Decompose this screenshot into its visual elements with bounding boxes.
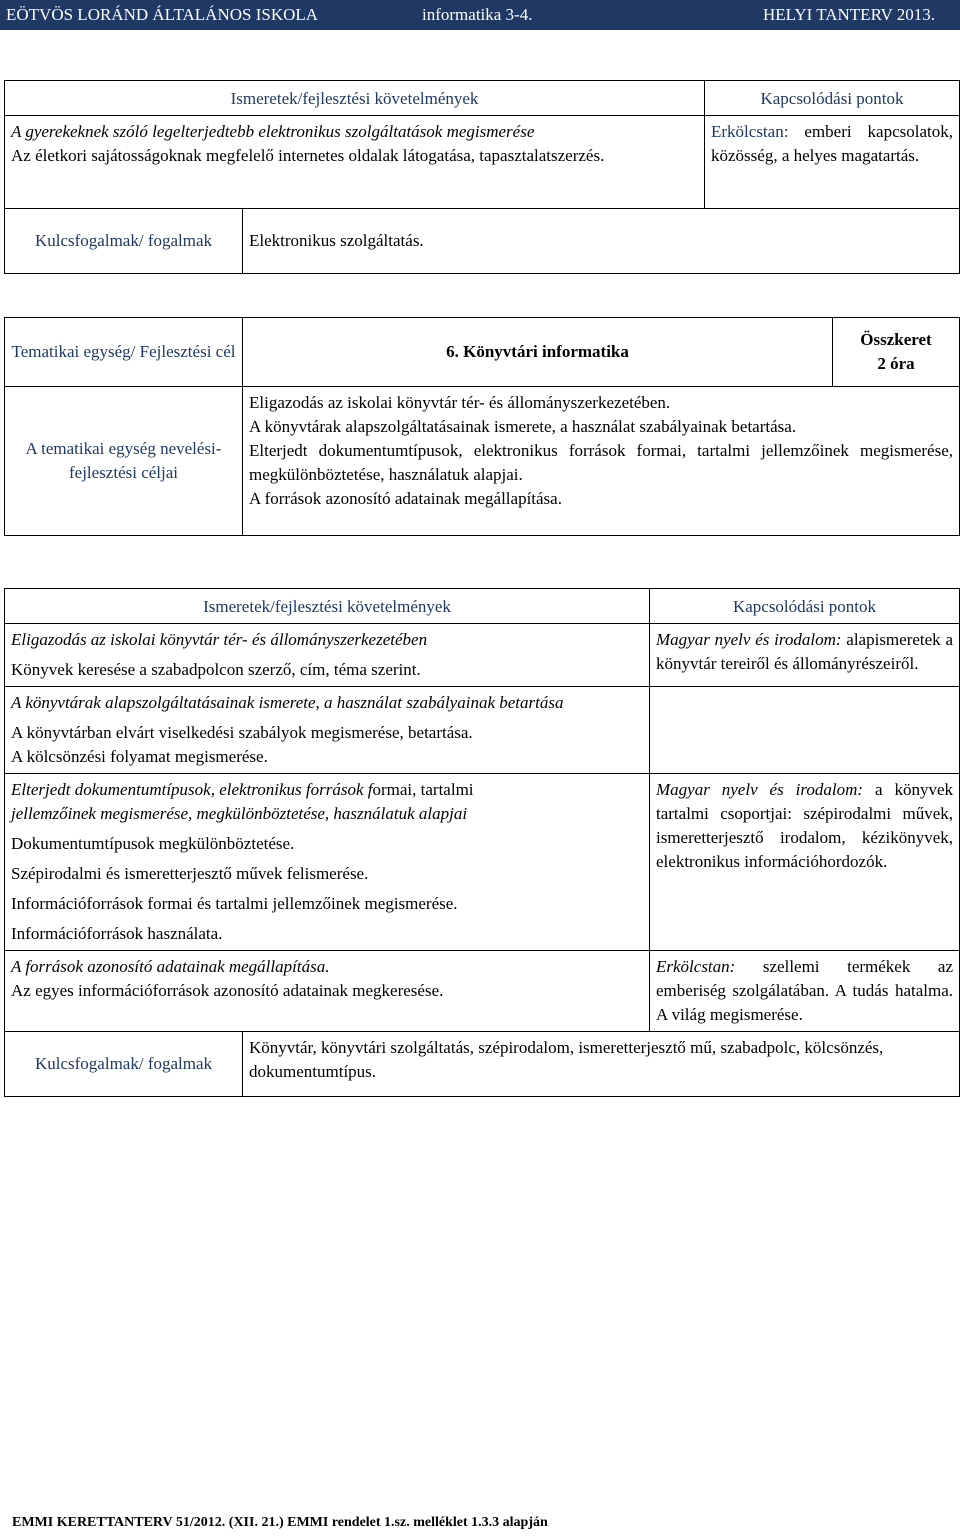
key-value-2: Könyvtár, könyvtári szolgáltatás, szépirodalom, ismeretterjesztő mű, szabadpolc, kölcsönzés, dokumentumtípus. — [243, 1032, 960, 1097]
req-line-1: A gyerekeknek szóló legelterjedtebb elektronikus szolgáltatások megismerése — [11, 122, 535, 141]
conn-text: emberi kapcsolatok, közösség, a helyes magatartás. — [711, 122, 953, 165]
section-3-title-rest: ormai, tartalmi — [372, 780, 474, 799]
req-header-2: Ismeretek/fejlesztési követelmények — [5, 589, 650, 624]
section-3-title-line2: jellemzőinek megismerése, megkülönböztetése, használatuk alapjai — [11, 804, 468, 823]
section-4-title: A források azonosító adatainak megállapítása. — [11, 957, 330, 976]
section-4-conn-subject: Erkölcstan: — [656, 957, 736, 976]
section-2-conn — [650, 687, 960, 774]
requirements-table-2 — [4, 588, 960, 1097]
unit-title: 6. Könyvtári informatika — [243, 318, 833, 387]
section-1-conn-subject: Magyar nyelv és irodalom: — [656, 630, 842, 649]
req-cell — [5, 116, 705, 209]
total-value: 2 óra — [877, 354, 915, 373]
conn-subject: Erkölcstan: — [711, 122, 789, 141]
conn-cell — [705, 116, 960, 209]
goal-item: Eligazodás az iskolai könyvtár tér- és állományszerkezetében. — [249, 393, 671, 412]
page-header — [0, 0, 960, 30]
section-3 — [5, 774, 650, 951]
section-4-conn-text: szellemi termékek az emberiség szolgálatában. A tudás hatalma. A világ megismerése. — [656, 957, 953, 1024]
goal-item: Elterjedt dokumentumtípusok, elektronikus források formai, tartalmi jellemzőinek megismerése, megkülönböztetése, használatuk alapjai. — [249, 441, 953, 484]
unit-label: Tematikai egység/ Fejlesztési cél — [5, 318, 243, 387]
school-name: EÖTVÖS LORÁND ÁLTALÁNOS ISKOLA — [6, 5, 319, 24]
goal-item: A könyvtárak alapszolgáltatásainak ismerete, a használat szabályainak betartása. — [249, 417, 797, 436]
section-3-item: Információforrások formai és tartalmi jellemzőinek megismerése. — [11, 894, 458, 913]
key-label: Kulcsfogalmak/ fogalmak — [5, 209, 243, 274]
section-3-item: Szépirodalmi és ismeretterjesztő művek felismerése. — [11, 864, 369, 883]
total-cell — [833, 318, 960, 387]
curriculum-name: HELYI TANTERV 2013. — [763, 5, 936, 24]
key-value: Elektronikus szolgáltatás. — [243, 209, 960, 274]
goals-cell — [243, 387, 960, 536]
section-3-item: Információforrások használata. — [11, 924, 223, 943]
section-1-title: Eligazodás az iskolai könyvtár tér- és állományszerkezetében — [11, 630, 428, 649]
goal-item: A források azonosító adatainak megállapítása. — [249, 489, 562, 508]
section-2-item: A könyvtárban elvárt viselkedési szabályok megismerése, betartása. — [11, 723, 473, 742]
section-3-conn-subject: Magyar nyelv és irodalom: — [656, 780, 864, 799]
section-2 — [5, 687, 650, 774]
section-3-conn — [650, 774, 960, 951]
section-4-item: Az egyes információforrások azonosító adatainak megkeresése. — [11, 981, 444, 1000]
section-2-item: A kölcsönzési folyamat megismerése. — [11, 747, 268, 766]
section-4 — [5, 951, 650, 1032]
req-line-2: Az életkori sajátosságoknak megfelelő internetes oldalak látogatása, tapasztalatszerzés. — [11, 146, 605, 165]
section-3-title-italic: Elterjedt dokumentumtípusok, elektronikus források f — [11, 780, 373, 799]
section-2-title: A könyvtárak alapszolgáltatásainak ismerete, a használat szabályainak betartása — [11, 693, 564, 712]
section-4-conn — [650, 951, 960, 1032]
section-1 — [5, 624, 650, 687]
section-3-title — [11, 778, 643, 802]
total-label: Összkeret — [860, 330, 932, 349]
goals-label: A tematikai egység nevelési-fejlesztési céljai — [5, 387, 243, 536]
conn-header: Kapcsolódási pontok — [705, 81, 960, 116]
section-3-conn-text: a könyvek tartalmi csoportjai: szépirodalmi művek, ismeretterjesztő irodalom, kézikönyvek, elektronikus információhordozók. — [656, 780, 953, 871]
section-1-conn — [650, 624, 960, 687]
subject-name: informatika 3-4. — [422, 5, 533, 24]
conn-header-2: Kapcsolódási pontok — [650, 589, 960, 624]
section-1-conn-text: alapismeretek a könyvtár tereiről és állományrészeiről. — [656, 630, 953, 673]
unit-table — [4, 317, 960, 536]
footer-text: EMMI KERETTANTERV 51/2012. (XII. 21.) EMMI rendelet 1.sz. melléklet 1.3.3 alapján — [12, 1515, 548, 1530]
section-3-item: Dokumentumtípusok megkülönböztetése. — [11, 834, 295, 853]
section-1-item: Könyvek keresése a szabadpolcon szerző, cím, téma szerint. — [11, 660, 421, 679]
requirements-table-1 — [4, 80, 960, 274]
key-label-2: Kulcsfogalmak/ fogalmak — [5, 1032, 243, 1097]
req-header: Ismeretek/fejlesztési követelmények — [5, 81, 705, 116]
